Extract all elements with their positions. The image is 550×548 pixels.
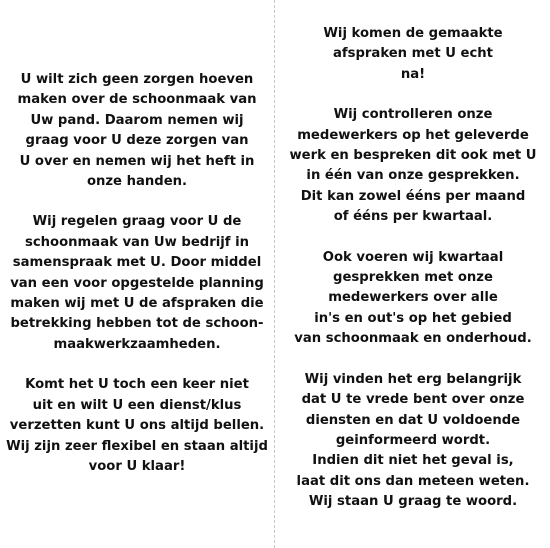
text-line: na! <box>400 66 426 82</box>
text-line: dat U te vrede bent over onze <box>301 392 525 408</box>
paragraph-worries <box>0 70 274 192</box>
text-line: maakwerkzaamheden. <box>53 336 221 352</box>
text-line: in's en out's op het gebied <box>314 310 512 326</box>
text-line: Wij vinden het erg belangrijk <box>304 371 522 387</box>
text-line: Wij komen de gemaakte <box>323 26 503 41</box>
text-line: afspraken met U echt <box>332 46 493 62</box>
right-column <box>276 24 550 513</box>
text-line: U over en nemen wij het heft in <box>19 153 255 169</box>
text-line: uit en wilt U een dienst/klus <box>32 397 242 413</box>
text-line: Uw pand. Daarom nemen wij <box>30 112 244 128</box>
text-line: van een voor opgestelde planning <box>10 275 264 291</box>
text-line: Dit kan zowel ééns per maand <box>300 188 526 204</box>
text-line: Wij zijn zeer flexibel en staan altijd <box>6 438 268 454</box>
text-line: Wij regelen graag voor U de <box>32 214 242 230</box>
text-line: gesprekken met onze <box>333 270 493 286</box>
text-line: medewerkers op het geleverde <box>297 127 529 143</box>
text-line: U wilt zich geen zorgen hoeven <box>20 72 254 87</box>
text-line: van schoonmaak en onderhoud. <box>294 331 532 347</box>
left-column <box>0 70 274 477</box>
text-line: Wij staan U graag te woord. <box>308 494 518 510</box>
paragraph-agreements <box>276 24 550 85</box>
paragraph-quarterly <box>276 248 550 350</box>
text-line: geinformeerd wordt. <box>335 432 491 448</box>
text-line: medewerkers over alle <box>328 290 498 306</box>
text-line: Ook voeren wij kwartaal <box>322 249 504 265</box>
text-line: maken wij met U de afspraken die <box>10 296 264 312</box>
text-line: onze handen. <box>86 174 188 190</box>
text-line: werk en bespreken dit ook met U <box>289 148 537 164</box>
paragraph-planning <box>0 212 274 355</box>
text-line: in één van onze gesprekken. <box>306 168 520 184</box>
text-line: schoonmaak van Uw bedrijf in <box>24 234 250 250</box>
text-line: Komt het U toch een keer niet <box>25 377 249 393</box>
text-line: maken over de schoonmaak van <box>17 92 257 108</box>
text-line: samenspraak met U. Door middel <box>12 255 262 271</box>
text-line: Indien dit niet het geval is, <box>312 453 514 469</box>
text-line: verzetten kunt U ons altijd bellen. <box>9 418 265 434</box>
text-line: voor U klaar! <box>88 458 186 474</box>
text-line: diensten en dat U voldoende <box>305 412 521 428</box>
text-line: laat dit ons dan meteen weten. <box>296 473 530 489</box>
paragraph-control <box>276 105 550 227</box>
paragraph-satisfaction <box>276 370 550 513</box>
text-line: of ééns per kwartaal. <box>333 209 493 225</box>
text-line: graag voor U deze zorgen van <box>25 133 249 149</box>
text-line: Wij controlleren onze <box>333 107 493 123</box>
paragraph-flexibility <box>0 375 274 477</box>
text-line: betrekking hebben tot de schoon- <box>10 316 264 332</box>
